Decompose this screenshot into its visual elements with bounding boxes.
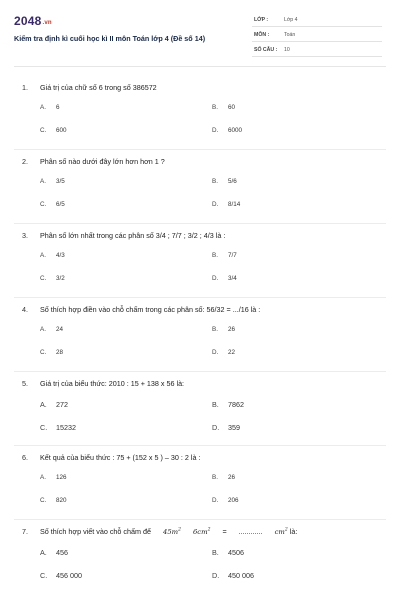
option-d[interactable] [212, 423, 240, 432]
option-letter: B. [212, 326, 218, 333]
option-a[interactable] [40, 474, 67, 481]
option-letter: D. [212, 201, 219, 208]
question-1 [14, 76, 386, 150]
option-text: 3/5 [56, 178, 65, 185]
question-tail: là: [289, 527, 298, 536]
logo-text: 2048 [14, 14, 42, 28]
option-letter: A. [40, 548, 47, 557]
option-b[interactable] [212, 252, 237, 259]
option-c[interactable] [40, 349, 63, 356]
option-a[interactable] [40, 548, 68, 557]
math-term-1-exp: 2 [178, 527, 181, 533]
option-letter: B. [212, 400, 219, 409]
math-term-2 [193, 528, 210, 536]
option-c[interactable] [40, 275, 65, 282]
option-b[interactable] [212, 104, 235, 111]
worksheet-header [0, 0, 400, 60]
option-letter: D. [212, 497, 219, 504]
question-text: Giá trị của biểu thức: 2010 : 15 + 138 x 56 là: [40, 379, 185, 388]
question-number: 7. [22, 527, 28, 536]
option-text: 28 [56, 349, 64, 356]
option-text: 26 [228, 326, 236, 333]
meta-class-value: Lớp 4 [284, 17, 298, 23]
option-c[interactable] [40, 127, 67, 134]
option-d[interactable] [212, 497, 239, 504]
option-d[interactable] [212, 349, 235, 356]
option-text: 8/14 [228, 201, 241, 208]
meta-class [252, 14, 382, 27]
option-a[interactable] [40, 326, 63, 333]
option-letter: A. [40, 252, 46, 259]
meta-subject-value: Toán [284, 32, 296, 38]
meta-question-count [252, 44, 382, 57]
option-letter: C. [40, 497, 47, 504]
question-number: 4. [22, 305, 28, 314]
math-term-3-exp: 2 [284, 527, 288, 533]
option-text: 7862 [228, 400, 244, 409]
question-number: 2. [22, 157, 28, 166]
option-letter: D. [212, 127, 219, 134]
header-divider [14, 66, 386, 67]
option-text: 272 [56, 400, 68, 409]
option-text: 359 [228, 423, 240, 432]
option-text: 206 [228, 497, 239, 504]
math-term-1-base: 45m [163, 528, 179, 536]
option-letter: D. [212, 571, 220, 580]
question-text: Phân số nào dưới đây lớn hơn hơn 1 ? [40, 157, 165, 166]
option-d[interactable] [212, 201, 240, 208]
option-text: 6000 [228, 127, 243, 134]
option-text: 4/3 [56, 252, 65, 259]
option-a[interactable] [40, 252, 65, 259]
option-text: 450 006 [228, 571, 254, 580]
option-text: 3/4 [228, 275, 237, 282]
meta-question-count-label: SỐ CÂU : [254, 47, 278, 53]
question-number: 3. [22, 231, 28, 240]
option-letter: A. [40, 326, 46, 333]
question-prompt: Số thích hợp viết vào chỗ chấm để [40, 527, 151, 536]
option-letter: C. [40, 275, 47, 282]
question-text: Phân số lớn nhất trong các phân số 3/4 ; 7/7 ; 3/2 ; 4/3 là : [40, 231, 226, 240]
option-d[interactable] [212, 275, 237, 282]
question-7 [14, 520, 386, 594]
meta-subject-label: MÔN : [254, 32, 270, 38]
option-letter: D. [212, 349, 219, 356]
option-letter: A. [40, 104, 46, 111]
question-number: 5. [22, 379, 28, 388]
meta-class-label: LỚP : [254, 17, 269, 23]
question-6 [14, 446, 386, 520]
question-text: Số thích hợp điền vào chỗ chấm trong các phân số: 56/32 = .../16 là : [40, 305, 261, 314]
option-letter: B. [212, 474, 218, 481]
question-2 [14, 150, 386, 224]
option-letter: C. [40, 423, 48, 432]
question-text [40, 527, 380, 536]
option-text: 24 [56, 326, 64, 333]
math-equals: = [222, 527, 227, 536]
math-term-2-base: 6cm [192, 528, 208, 536]
option-text: 22 [228, 349, 236, 356]
option-text: 820 [56, 497, 67, 504]
option-letter: B. [212, 548, 219, 557]
option-d[interactable] [212, 127, 242, 134]
answer-blank: ............ [238, 527, 263, 536]
option-text: 6 [56, 104, 60, 111]
option-a[interactable] [40, 104, 60, 111]
option-letter: C. [40, 201, 47, 208]
option-text: 456 [56, 548, 68, 557]
option-b[interactable] [212, 178, 237, 185]
option-b[interactable] [212, 548, 244, 557]
question-text: Kết quả của biểu thức : 75 + (152 x 5 ) – 30 : 2 là : [40, 453, 201, 462]
option-text: 456 000 [56, 571, 82, 580]
question-number: 6. [22, 453, 28, 462]
option-letter: A. [40, 178, 46, 185]
option-letter: C. [40, 349, 47, 356]
option-text: 15232 [56, 423, 76, 432]
option-letter: D. [212, 423, 220, 432]
option-letter: A. [40, 474, 46, 481]
math-term-2-exp: 2 [207, 527, 211, 533]
question-3 [14, 224, 386, 298]
meta-subject [252, 29, 382, 42]
option-c[interactable] [40, 423, 76, 432]
option-text: 60 [228, 104, 236, 111]
question-number: 1. [22, 83, 28, 92]
math-term-3-base: cm [274, 528, 285, 536]
meta-question-count-value: 10 [284, 47, 290, 53]
option-text: 7/7 [228, 252, 237, 259]
option-text: 4506 [228, 548, 244, 557]
option-letter: D. [212, 275, 219, 282]
option-text: 5/6 [228, 178, 237, 185]
option-text: 26 [228, 474, 236, 481]
page-title: Kiểm tra định kì cuối học kì II môn Toán lớp 4 (Đề số 14) [14, 34, 206, 43]
option-text: 6/5 [56, 201, 65, 208]
math-term-3 [275, 528, 288, 536]
option-b[interactable] [212, 326, 235, 333]
logo-suffix: .vn [42, 20, 52, 26]
option-b[interactable] [212, 474, 235, 481]
option-letter: C. [40, 127, 47, 134]
option-letter: C. [40, 571, 48, 580]
option-c[interactable] [40, 201, 65, 208]
option-d[interactable] [212, 571, 254, 580]
site-logo[interactable] [14, 14, 52, 28]
option-letter: B. [212, 104, 218, 111]
option-text: 3/2 [56, 275, 65, 282]
option-letter: B. [212, 178, 218, 185]
option-text: 126 [56, 474, 67, 481]
option-a[interactable] [40, 178, 65, 185]
option-letter: A. [40, 400, 47, 409]
question-4 [14, 298, 386, 372]
math-term-1 [163, 528, 181, 536]
option-c[interactable] [40, 497, 67, 504]
question-5 [14, 372, 386, 446]
option-b[interactable] [212, 400, 244, 409]
question-text: Giá trị của chữ số 6 trong số 386572 [40, 83, 157, 92]
option-c[interactable] [40, 571, 82, 580]
option-text: 600 [56, 127, 67, 134]
option-letter: B. [212, 252, 218, 259]
option-a[interactable] [40, 400, 68, 409]
